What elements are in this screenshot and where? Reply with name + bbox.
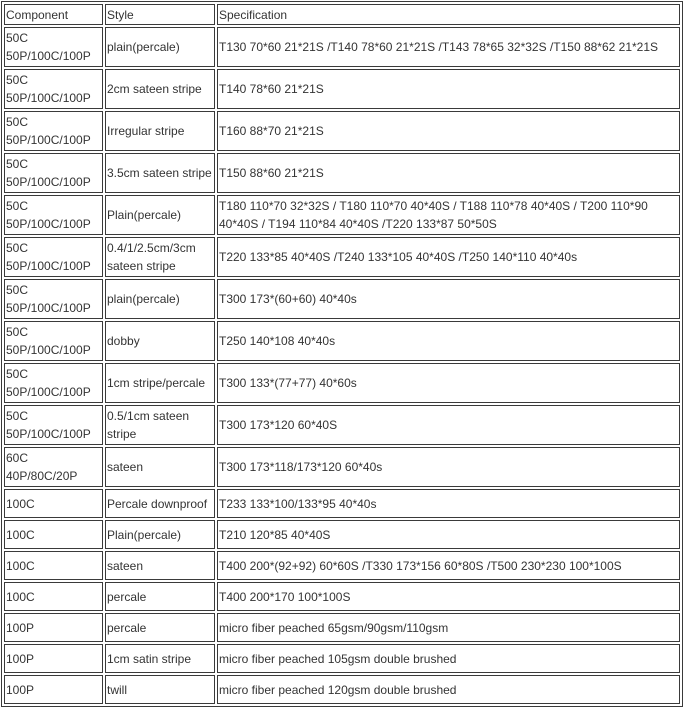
table-row [4,27,680,67]
cell-style: 1cm satin stripe [105,644,215,673]
table-row [4,279,680,319]
cell-specification: T400 200*170 100*100S [217,582,680,611]
cell-component [4,405,103,445]
cell-style: sateen [105,447,215,487]
cell-component [4,153,103,193]
cell-component [4,195,103,235]
cell-specification: T130 70*60 21*21S /T140 78*60 21*21S /T143 78*65 32*32S /T150 88*62 21*21S [217,27,680,67]
cell-component [4,363,103,403]
table-row [4,153,680,193]
cell-component: 100P [4,613,103,642]
header-style: Style [105,4,215,25]
cell-style: 1cm stripe/percale [105,363,215,403]
component-line: 50P/100C/100P [6,343,91,357]
cell-component [4,111,103,151]
cell-specification: T210 120*85 40*40S [217,520,680,549]
cell-component: 100C [4,489,103,518]
cell-specification: T400 200*(92+92) 60*60S /T330 173*156 60*80S /T500 230*230 100*100S [217,551,680,580]
table-row [4,644,680,673]
component-line: 50C [6,157,29,171]
cell-style: Irregular stripe [105,111,215,151]
component-line: 50P/100C/100P [6,259,91,273]
cell-component: 100C [4,551,103,580]
cell-specification: T300 173*118/173*120 60*40s [217,447,680,487]
cell-style: Percale downproof [105,489,215,518]
component-line: 50C [6,115,29,129]
cell-component [4,447,103,487]
cell-style: 0.4/1/2.5cm/3cm sateen stripe [105,237,215,277]
header-component: Component [4,4,103,25]
table-row [4,237,680,277]
cell-component [4,279,103,319]
cell-component: 100C [4,582,103,611]
component-line: 50C [6,199,29,213]
table-row [4,195,680,235]
cell-style: 2cm sateen stripe [105,69,215,109]
component-line: 50C [6,241,29,255]
table-row [4,405,680,445]
cell-style: plain(percale) [105,279,215,319]
component-line: 50C [6,409,29,423]
cell-style: dobby [105,321,215,361]
component-line: 50P/100C/100P [6,301,91,315]
cell-style: percale [105,613,215,642]
cell-style: Plain(percale) [105,195,215,235]
table-row [4,520,680,549]
cell-specification: T150 88*60 21*21S [217,153,680,193]
cell-component: 100P [4,644,103,673]
component-line: 50P/100C/100P [6,91,91,105]
component-line: 50C [6,325,29,339]
cell-component: 100P [4,675,103,704]
component-line: 50C [6,367,29,381]
cell-specification: T250 140*108 40*40s [217,321,680,361]
cell-style: sateen [105,551,215,580]
component-line: 50C [6,31,29,45]
header-specification: Specification [217,4,680,25]
component-line: 50P/100C/100P [6,175,91,189]
cell-style: 0.5/1cm sateen stripe [105,405,215,445]
cell-specification: T233 133*100/133*95 40*40s [217,489,680,518]
cell-specification: micro fiber peached 120gsm double brushed [217,675,680,704]
cell-specification: T220 133*85 40*40S /T240 133*105 40*40S /T250 140*110 40*40s [217,237,680,277]
table-row [4,69,680,109]
table-row [4,111,680,151]
cell-specification: micro fiber peached 105gsm double brushed [217,644,680,673]
cell-component [4,27,103,67]
component-line: 50P/100C/100P [6,385,91,399]
table-row [4,551,680,580]
cell-specification: T300 173*(60+60) 40*40s [217,279,680,319]
component-line: 50C [6,73,29,87]
component-line: 50P/100C/100P [6,49,91,63]
cell-specification: T300 173*120 60*40S [217,405,680,445]
table-row [4,582,680,611]
table-row [4,321,680,361]
cell-component: 100C [4,520,103,549]
table-row [4,447,680,487]
cell-specification: T160 88*70 21*21S [217,111,680,151]
cell-component [4,321,103,361]
component-line: 50C [6,283,29,297]
table-row [4,675,680,704]
cell-specification: micro fiber peached 65gsm/90gsm/110gsm [217,613,680,642]
cell-specification: T140 78*60 21*21S [217,69,680,109]
component-line: 50P/100C/100P [6,217,91,231]
cell-component [4,69,103,109]
cell-specification: T180 110*70 32*32S / T180 110*70 40*40S / T188 110*78 40*40S / T200 110*90 40*40S / T194 110*84 40*40S /T220 133*87 50*50S [217,195,680,235]
table-row [4,613,680,642]
cell-style: Plain(percale) [105,520,215,549]
table-row [4,489,680,518]
cell-style: twill [105,675,215,704]
specification-table [1,1,683,707]
table-row [4,363,680,403]
component-line: 60C [6,451,29,465]
cell-style: 3.5cm sateen stripe [105,153,215,193]
cell-component [4,237,103,277]
cell-specification: T300 133*(77+77) 40*60s [217,363,680,403]
cell-style: plain(percale) [105,27,215,67]
cell-style: percale [105,582,215,611]
component-line: 40P/80C/20P [6,469,78,483]
component-line: 50P/100C/100P [6,427,91,441]
table-header-row [4,4,680,25]
component-line: 50P/100C/100P [6,133,91,147]
